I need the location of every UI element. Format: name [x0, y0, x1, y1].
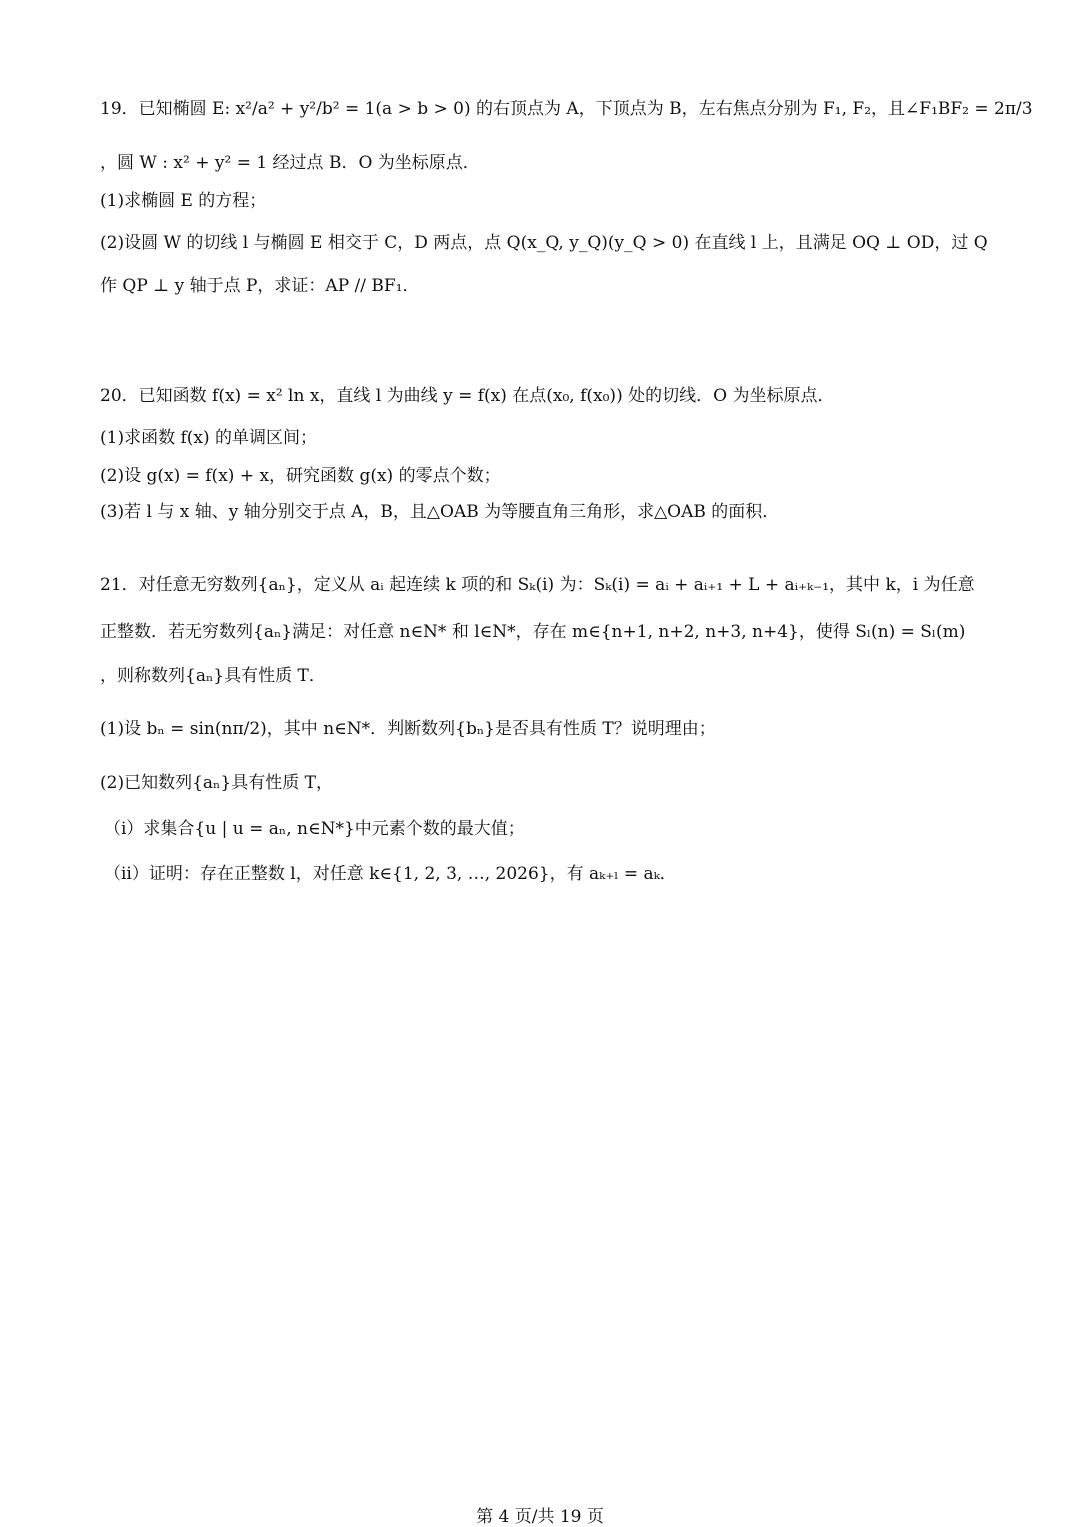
q19-part-2a: (2)设圆 W 的切线 l 与椭圆 E 相交于 C，D 两点，点 Q(x_Q, y_Q)(y_Q > 0) 在直线 l 上，且满足 OQ ⊥ OD，过 Q: [100, 233, 988, 253]
q20-part-1: (1)求函数 f(x) 的单调区间；: [100, 428, 318, 448]
q19-line-2: ，圆 W : x² + y² = 1 经过点 B．O 为坐标原点．: [100, 153, 480, 173]
q21-part-ii: （ii）证明：存在正整数 l，对任意 k∈{1, 2, 3, …, 2026}，有 aₖ₊ₗ = aₖ．: [104, 864, 677, 884]
q20-line-1: 20．已知函数 f(x) = x² ln x，直线 l 为曲线 y = f(x) 在点(x₀, f(x₀)) 处的切线．O 为坐标原点．: [100, 386, 835, 406]
q21-part-i: （i）求集合{u | u = aₙ, n∈N*}中元素个数的最大值；: [104, 819, 525, 839]
q21-part-2: (2)已知数列{aₙ}具有性质 T，: [100, 773, 333, 793]
q20-part-2: (2)设 g(x) = f(x) + x，研究函数 g(x) 的零点个数；: [100, 466, 501, 486]
q21-line-3: ，则称数列{aₙ}具有性质 T．: [100, 666, 326, 686]
q21-line-2: 正整数．若无穷数列{aₙ}满足：对任意 n∈N* 和 l∈N*，存在 m∈{n+1, n+2, n+3, n+4}，使得 Sₗ(n) = Sₗ(m): [100, 622, 966, 642]
q19-line-1: 19．已知椭圆 E: x²/a² + y²/b² = 1(a > b > 0) 的右顶点为 A，下顶点为 B，左右焦点分别为 F₁, F₂，且∠F₁BF₂ = 2π/3: [100, 99, 1033, 119]
q19-part-1: (1)求椭圆 E 的方程；: [100, 191, 267, 211]
page-footer: 第 4 页/共 19 页: [476, 1507, 604, 1527]
q20-part-3: (3)若 l 与 x 轴、y 轴分别交于点 A，B，且△OAB 为等腰直角三角形，求△OAB 的面积．: [100, 502, 780, 522]
q19-part-2b: 作 QP ⊥ y 轴于点 P，求证：AP // BF₁．: [100, 276, 420, 296]
q21-part-1: (1)设 bₙ = sin(nπ/2)，其中 n∈N*．判断数列{bₙ}是否具有性质 T？说明理由；: [100, 719, 716, 739]
q21-line-1: 21．对任意无穷数列{aₙ}，定义从 aᵢ 起连续 k 项的和 Sₖ(i) 为：Sₖ(i) = aᵢ + aᵢ₊₁ + L + aᵢ₊ₖ₋₁，其中 k，i 为任意: [100, 575, 975, 595]
